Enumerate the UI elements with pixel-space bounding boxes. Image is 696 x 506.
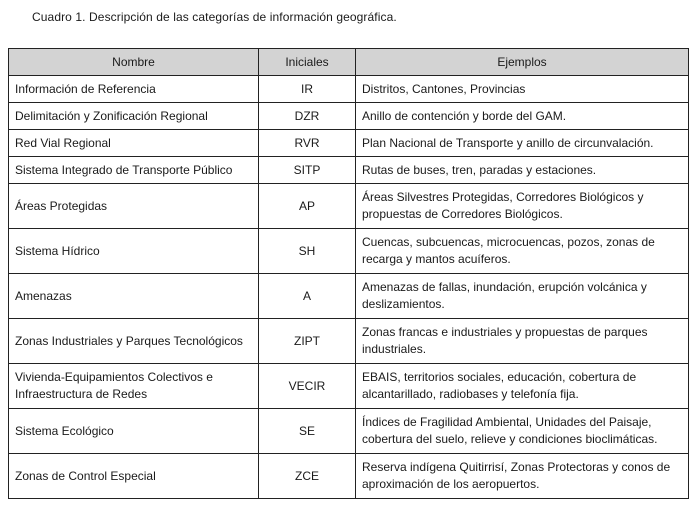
cell-ejemplos: Rutas de buses, tren, paradas y estaciones. xyxy=(356,157,689,184)
cell-iniciales: SITP xyxy=(259,157,356,184)
header-ejemplos: Ejemplos xyxy=(356,49,689,76)
cell-nombre: Red Vial Regional xyxy=(9,130,259,157)
cell-iniciales: RVR xyxy=(259,130,356,157)
cell-nombre: Amenazas xyxy=(9,274,259,319)
cell-nombre: Vivienda-Equipamientos Colectivos e Infraestructura de Redes xyxy=(9,364,259,409)
cell-iniciales: ZCE xyxy=(259,454,356,499)
table-row xyxy=(9,409,689,454)
cell-nombre: Sistema Hídrico xyxy=(9,229,259,274)
table-row xyxy=(9,364,689,409)
cell-nombre: Delimitación y Zonificación Regional xyxy=(9,103,259,130)
header-iniciales: Iniciales xyxy=(259,49,356,76)
table-row xyxy=(9,76,689,103)
cell-ejemplos: Índices de Fragilidad Ambiental, Unidades del Paisaje, cobertura del suelo, relieve y condiciones bioclimáticas. xyxy=(356,409,689,454)
cell-nombre: Información de Referencia xyxy=(9,76,259,103)
cell-ejemplos: Distritos, Cantones, Provincias xyxy=(356,76,689,103)
cell-nombre: Sistema Integrado de Transporte Público xyxy=(9,157,259,184)
table-row xyxy=(9,130,689,157)
categories-table xyxy=(8,48,689,499)
cell-nombre: Zonas Industriales y Parques Tecnológicos xyxy=(9,319,259,364)
table-header-row xyxy=(9,49,689,76)
cell-iniciales: ZIPT xyxy=(259,319,356,364)
cell-ejemplos: Plan Nacional de Transporte y anillo de circunvalación. xyxy=(356,130,689,157)
cell-ejemplos: EBAIS, territorios sociales, educación, cobertura de alcantarillado, radiobases y telefonía fija. xyxy=(356,364,689,409)
cell-iniciales: IR xyxy=(259,76,356,103)
table-row xyxy=(9,454,689,499)
table-row xyxy=(9,319,689,364)
cell-ejemplos: Anillo de contención y borde del GAM. xyxy=(356,103,689,130)
cell-nombre: Sistema Ecológico xyxy=(9,409,259,454)
cell-ejemplos: Cuencas, subcuencas, microcuencas, pozos, zonas de recarga y mantos acuíferos. xyxy=(356,229,689,274)
table-row xyxy=(9,229,689,274)
cell-iniciales: A xyxy=(259,274,356,319)
cell-ejemplos: Reserva indígena Quitirrisí, Zonas Protectoras y conos de aproximación de los aeropuertos. xyxy=(356,454,689,499)
cell-iniciales: AP xyxy=(259,184,356,229)
table-row xyxy=(9,103,689,130)
cell-nombre: Áreas Protegidas xyxy=(9,184,259,229)
table-row xyxy=(9,184,689,229)
cell-iniciales: VECIR xyxy=(259,364,356,409)
cell-iniciales: SE xyxy=(259,409,356,454)
cell-iniciales: SH xyxy=(259,229,356,274)
cell-ejemplos: Zonas francas e industriales y propuestas de parques industriales. xyxy=(356,319,689,364)
table-row xyxy=(9,157,689,184)
cell-ejemplos: Áreas Silvestres Protegidas, Corredores Biológicos y propuestas de Corredores Biológicos. xyxy=(356,184,689,229)
cell-iniciales: DZR xyxy=(259,103,356,130)
table-row xyxy=(9,274,689,319)
cell-nombre: Zonas de Control Especial xyxy=(9,454,259,499)
cell-ejemplos: Amenazas de fallas, inundación, erupción volcánica y deslizamientos. xyxy=(356,274,689,319)
table-caption: Cuadro 1. Descripción de las categorías de información geográfica. xyxy=(32,10,397,24)
header-nombre: Nombre xyxy=(9,49,259,76)
